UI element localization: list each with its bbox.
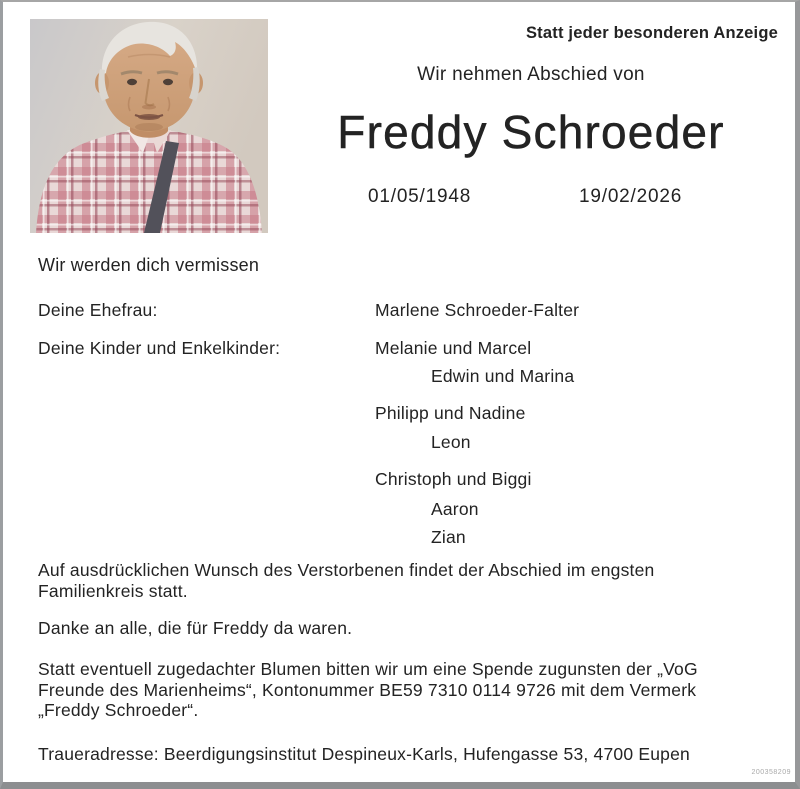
- wife-label: Deine Ehefrau:: [38, 300, 158, 320]
- death-date: 19/02/2026: [579, 186, 683, 207]
- birth-date: 01/05/1948: [368, 186, 472, 207]
- portrait-illustration: [30, 19, 268, 233]
- child-entry: Zian: [431, 527, 466, 547]
- wife-name: Marlene Schroeder-Falter: [375, 300, 580, 320]
- thanks-text: Danke an alle, die für Freddy da waren.: [38, 618, 353, 638]
- mourning-address: Traueradresse: Beerdigungsinstitut Despineux-Karls, Hufengasse 53, 4700 Eupen: [38, 744, 690, 764]
- left-eye: [127, 79, 137, 85]
- nose-shadow: [142, 105, 156, 110]
- private-ceremony-text: Auf ausdrücklichen Wunsch des Verstorbenen findet der Abschied im engsten Familienkreis statt.: [38, 560, 655, 601]
- child-entry: Leon: [431, 432, 471, 452]
- deceased-name: Freddy Schroeder: [337, 106, 725, 158]
- child-entry: Christoph und Biggi: [375, 469, 532, 489]
- intro-line: Wir nehmen Abschied von: [417, 64, 645, 85]
- right-eye: [163, 79, 173, 85]
- child-entry: Edwin und Marina: [431, 366, 575, 386]
- chin-shadow: [135, 123, 163, 131]
- portrait-photo: [30, 19, 268, 233]
- child-entry: Aaron: [431, 499, 479, 519]
- reference-number: 200358209: [751, 769, 791, 776]
- donation-text: Statt eventuell zugedachter Blumen bitten wir um eine Spende zugunsten der „VoG Freunde des Marienheims“, Kontonummer BE59 7310 0114 9726 mit dem Vermerk „Freddy Schroeder“.: [38, 659, 698, 720]
- child-entry: Philipp und Nadine: [375, 403, 526, 423]
- preamble-line: Statt jeder besonderen Anzeige: [525, 24, 778, 42]
- farewell-line: Wir werden dich vermissen: [38, 255, 260, 275]
- child-entry: Melanie und Marcel: [375, 338, 532, 358]
- children-label: Deine Kinder und Enkelkinder:: [38, 338, 281, 358]
